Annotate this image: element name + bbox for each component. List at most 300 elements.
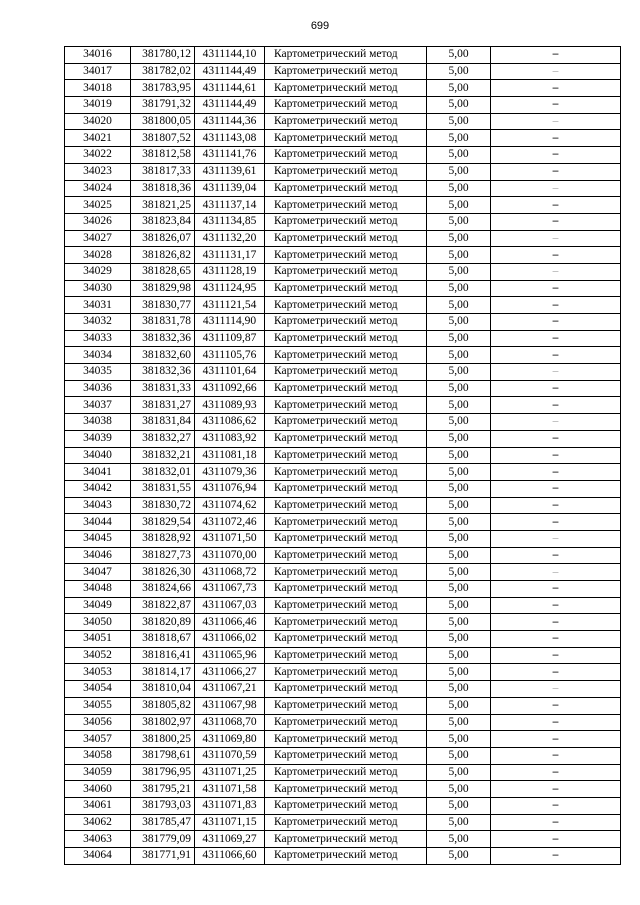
x-coordinate-cell: 381832,36 — [131, 330, 195, 347]
method-cell: Картометрический метод — [265, 213, 427, 230]
table-row — [65, 80, 621, 97]
table-row — [65, 130, 621, 147]
accuracy-cell: 5,00 — [427, 464, 491, 481]
x-coordinate-cell: 381814,17 — [131, 664, 195, 681]
note-cell: – — [491, 364, 621, 381]
note-cell: – — [491, 280, 621, 297]
table-row — [65, 831, 621, 848]
point-number-cell: 34048 — [65, 581, 131, 598]
x-coordinate-cell: 381830,77 — [131, 297, 195, 314]
method-cell: Картометрический метод — [265, 230, 427, 247]
method-cell: Картометрический метод — [265, 330, 427, 347]
method-cell: Картометрический метод — [265, 731, 427, 748]
method-cell: Картометрический метод — [265, 514, 427, 531]
note-cell: – — [491, 230, 621, 247]
x-coordinate-cell: 381818,67 — [131, 631, 195, 648]
method-cell: Картометрический метод — [265, 464, 427, 481]
method-cell: Картометрический метод — [265, 380, 427, 397]
x-coordinate-cell: 381782,02 — [131, 63, 195, 80]
accuracy-cell: 5,00 — [427, 814, 491, 831]
accuracy-cell: 5,00 — [427, 781, 491, 798]
accuracy-cell: 5,00 — [427, 797, 491, 814]
table-row — [65, 464, 621, 481]
method-cell: Картометрический метод — [265, 297, 427, 314]
coordinates-table — [64, 46, 621, 865]
accuracy-cell: 5,00 — [427, 163, 491, 180]
y-coordinate-cell: 4311071,50 — [195, 530, 265, 547]
accuracy-cell: 5,00 — [427, 731, 491, 748]
x-coordinate-cell: 381832,60 — [131, 347, 195, 364]
x-coordinate-cell: 381827,73 — [131, 547, 195, 564]
accuracy-cell: 5,00 — [427, 230, 491, 247]
x-coordinate-cell: 381830,72 — [131, 497, 195, 514]
method-cell: Картометрический метод — [265, 397, 427, 414]
x-coordinate-cell: 381805,82 — [131, 697, 195, 714]
note-cell: – — [491, 647, 621, 664]
table-row — [65, 280, 621, 297]
y-coordinate-cell: 4311089,93 — [195, 397, 265, 414]
note-cell: – — [491, 514, 621, 531]
table-row — [65, 113, 621, 130]
table-row — [65, 581, 621, 598]
table-row — [65, 230, 621, 247]
accuracy-cell: 5,00 — [427, 247, 491, 264]
accuracy-cell: 5,00 — [427, 197, 491, 214]
x-coordinate-cell: 381832,27 — [131, 430, 195, 447]
y-coordinate-cell: 4311076,94 — [195, 480, 265, 497]
note-cell: – — [491, 47, 621, 64]
method-cell: Картометрический метод — [265, 447, 427, 464]
accuracy-cell: 5,00 — [427, 297, 491, 314]
note-cell: – — [491, 297, 621, 314]
table-row — [65, 797, 621, 814]
y-coordinate-cell: 4311066,60 — [195, 848, 265, 865]
point-number-cell: 34030 — [65, 280, 131, 297]
point-number-cell: 34037 — [65, 397, 131, 414]
accuracy-cell: 5,00 — [427, 263, 491, 280]
x-coordinate-cell: 381810,04 — [131, 681, 195, 698]
point-number-cell: 34064 — [65, 848, 131, 865]
point-number-cell: 34033 — [65, 330, 131, 347]
x-coordinate-cell: 381816,41 — [131, 647, 195, 664]
method-cell: Картометрический метод — [265, 314, 427, 331]
table-row — [65, 731, 621, 748]
method-cell: Картометрический метод — [265, 647, 427, 664]
x-coordinate-cell: 381831,84 — [131, 414, 195, 431]
method-cell: Картометрический метод — [265, 681, 427, 698]
table-row — [65, 63, 621, 80]
method-cell: Картометрический метод — [265, 430, 427, 447]
note-cell: – — [491, 347, 621, 364]
table-row — [65, 530, 621, 547]
y-coordinate-cell: 4311139,04 — [195, 180, 265, 197]
accuracy-cell: 5,00 — [427, 380, 491, 397]
x-coordinate-cell: 381800,25 — [131, 731, 195, 748]
method-cell: Картометрический метод — [265, 831, 427, 848]
x-coordinate-cell: 381829,54 — [131, 514, 195, 531]
note-cell: – — [491, 213, 621, 230]
note-cell: – — [491, 330, 621, 347]
x-coordinate-cell: 381771,91 — [131, 848, 195, 865]
method-cell: Картометрический метод — [265, 848, 427, 865]
table-row — [65, 180, 621, 197]
x-coordinate-cell: 381802,97 — [131, 714, 195, 731]
y-coordinate-cell: 4311068,72 — [195, 564, 265, 581]
table-row — [65, 397, 621, 414]
note-cell: – — [491, 781, 621, 798]
y-coordinate-cell: 4311124,95 — [195, 280, 265, 297]
table-row — [65, 347, 621, 364]
x-coordinate-cell: 381821,25 — [131, 197, 195, 214]
y-coordinate-cell: 4311144,61 — [195, 80, 265, 97]
y-coordinate-cell: 4311067,03 — [195, 597, 265, 614]
y-coordinate-cell: 4311141,76 — [195, 147, 265, 164]
point-number-cell: 34020 — [65, 113, 131, 130]
accuracy-cell: 5,00 — [427, 848, 491, 865]
x-coordinate-cell: 381826,82 — [131, 247, 195, 264]
note-cell: – — [491, 497, 621, 514]
method-cell: Картометрический метод — [265, 497, 427, 514]
note-cell: – — [491, 664, 621, 681]
table-row — [65, 263, 621, 280]
method-cell: Картометрический метод — [265, 581, 427, 598]
y-coordinate-cell: 4311074,62 — [195, 497, 265, 514]
note-cell: – — [491, 480, 621, 497]
table-row — [65, 781, 621, 798]
method-cell: Картометрический метод — [265, 247, 427, 264]
point-number-cell: 34047 — [65, 564, 131, 581]
y-coordinate-cell: 4311083,92 — [195, 430, 265, 447]
accuracy-cell: 5,00 — [427, 697, 491, 714]
point-number-cell: 34034 — [65, 347, 131, 364]
note-cell: – — [491, 530, 621, 547]
method-cell: Картометрический метод — [265, 547, 427, 564]
accuracy-cell: 5,00 — [427, 747, 491, 764]
x-coordinate-cell: 381820,89 — [131, 614, 195, 631]
accuracy-cell: 5,00 — [427, 97, 491, 114]
note-cell: – — [491, 163, 621, 180]
table-row — [65, 314, 621, 331]
method-cell: Картометрический метод — [265, 597, 427, 614]
table-row — [65, 848, 621, 865]
point-number-cell: 34051 — [65, 631, 131, 648]
y-coordinate-cell: 4311071,58 — [195, 781, 265, 798]
y-coordinate-cell: 4311134,85 — [195, 213, 265, 230]
x-coordinate-cell: 381783,95 — [131, 80, 195, 97]
point-number-cell: 34059 — [65, 764, 131, 781]
note-cell: – — [491, 414, 621, 431]
method-cell: Картометрический метод — [265, 364, 427, 381]
accuracy-cell: 5,00 — [427, 530, 491, 547]
table-row — [65, 614, 621, 631]
accuracy-cell: 5,00 — [427, 80, 491, 97]
note-cell: – — [491, 597, 621, 614]
x-coordinate-cell: 381812,58 — [131, 147, 195, 164]
note-cell: – — [491, 747, 621, 764]
note-cell: – — [491, 547, 621, 564]
y-coordinate-cell: 4311144,36 — [195, 113, 265, 130]
accuracy-cell: 5,00 — [427, 647, 491, 664]
point-number-cell: 34017 — [65, 63, 131, 80]
y-coordinate-cell: 4311092,66 — [195, 380, 265, 397]
x-coordinate-cell: 381826,07 — [131, 230, 195, 247]
note-cell: – — [491, 263, 621, 280]
point-number-cell: 34045 — [65, 530, 131, 547]
accuracy-cell: 5,00 — [427, 480, 491, 497]
note-cell: – — [491, 848, 621, 865]
table-row — [65, 47, 621, 64]
accuracy-cell: 5,00 — [427, 514, 491, 531]
table-row — [65, 697, 621, 714]
x-coordinate-cell: 381828,92 — [131, 530, 195, 547]
note-cell: – — [491, 564, 621, 581]
method-cell: Картометрический метод — [265, 614, 427, 631]
method-cell: Картометрический метод — [265, 814, 427, 831]
y-coordinate-cell: 4311114,90 — [195, 314, 265, 331]
method-cell: Картометрический метод — [265, 147, 427, 164]
table-row — [65, 664, 621, 681]
note-cell: – — [491, 197, 621, 214]
note-cell: – — [491, 247, 621, 264]
point-number-cell: 34061 — [65, 797, 131, 814]
note-cell: – — [491, 681, 621, 698]
note-cell: – — [491, 113, 621, 130]
point-number-cell: 34050 — [65, 614, 131, 631]
x-coordinate-cell: 381791,32 — [131, 97, 195, 114]
method-cell: Картометрический метод — [265, 664, 427, 681]
point-number-cell: 34025 — [65, 197, 131, 214]
note-cell: – — [491, 831, 621, 848]
note-cell: – — [491, 697, 621, 714]
y-coordinate-cell: 4311071,25 — [195, 764, 265, 781]
y-coordinate-cell: 4311072,46 — [195, 514, 265, 531]
y-coordinate-cell: 4311144,10 — [195, 47, 265, 64]
accuracy-cell: 5,00 — [427, 581, 491, 598]
point-number-cell: 34021 — [65, 130, 131, 147]
x-coordinate-cell: 381824,66 — [131, 581, 195, 598]
point-number-cell: 34032 — [65, 314, 131, 331]
x-coordinate-cell: 381800,05 — [131, 113, 195, 130]
point-number-cell: 34052 — [65, 647, 131, 664]
accuracy-cell: 5,00 — [427, 430, 491, 447]
accuracy-cell: 5,00 — [427, 147, 491, 164]
table-row — [65, 647, 621, 664]
table-row — [65, 597, 621, 614]
method-cell: Картометрический метод — [265, 180, 427, 197]
method-cell: Картометрический метод — [265, 480, 427, 497]
note-cell: – — [491, 731, 621, 748]
table-row — [65, 147, 621, 164]
note-cell: – — [491, 180, 621, 197]
table-row — [65, 447, 621, 464]
method-cell: Картометрический метод — [265, 530, 427, 547]
table-row — [65, 330, 621, 347]
table-row — [65, 163, 621, 180]
x-coordinate-cell: 381798,61 — [131, 747, 195, 764]
accuracy-cell: 5,00 — [427, 180, 491, 197]
accuracy-cell: 5,00 — [427, 631, 491, 648]
x-coordinate-cell: 381785,47 — [131, 814, 195, 831]
y-coordinate-cell: 4311065,96 — [195, 647, 265, 664]
accuracy-cell: 5,00 — [427, 414, 491, 431]
method-cell: Картометрический метод — [265, 163, 427, 180]
point-number-cell: 34055 — [65, 697, 131, 714]
note-cell: – — [491, 814, 621, 831]
y-coordinate-cell: 4311139,61 — [195, 163, 265, 180]
y-coordinate-cell: 4311071,83 — [195, 797, 265, 814]
table-row — [65, 764, 621, 781]
point-number-cell: 34019 — [65, 97, 131, 114]
method-cell: Картометрический метод — [265, 747, 427, 764]
note-cell: – — [491, 147, 621, 164]
note-cell: – — [491, 380, 621, 397]
x-coordinate-cell: 381822,87 — [131, 597, 195, 614]
point-number-cell: 34038 — [65, 414, 131, 431]
accuracy-cell: 5,00 — [427, 347, 491, 364]
method-cell: Картометрический метод — [265, 130, 427, 147]
note-cell: – — [491, 631, 621, 648]
accuracy-cell: 5,00 — [427, 664, 491, 681]
point-number-cell: 34054 — [65, 681, 131, 698]
point-number-cell: 34046 — [65, 547, 131, 564]
point-number-cell: 34023 — [65, 163, 131, 180]
point-number-cell: 34062 — [65, 814, 131, 831]
note-cell: – — [491, 447, 621, 464]
x-coordinate-cell: 381832,01 — [131, 464, 195, 481]
accuracy-cell: 5,00 — [427, 364, 491, 381]
table-row — [65, 247, 621, 264]
y-coordinate-cell: 4311121,54 — [195, 297, 265, 314]
method-cell: Картометрический метод — [265, 564, 427, 581]
accuracy-cell: 5,00 — [427, 397, 491, 414]
method-cell: Картометрический метод — [265, 197, 427, 214]
point-number-cell: 34043 — [65, 497, 131, 514]
point-number-cell: 34016 — [65, 47, 131, 64]
y-coordinate-cell: 4311067,21 — [195, 681, 265, 698]
table-row — [65, 714, 621, 731]
y-coordinate-cell: 4311066,02 — [195, 631, 265, 648]
y-coordinate-cell: 4311144,49 — [195, 97, 265, 114]
method-cell: Картометрический метод — [265, 47, 427, 64]
table-row — [65, 364, 621, 381]
note-cell: – — [491, 97, 621, 114]
table-row — [65, 414, 621, 431]
y-coordinate-cell: 4311144,49 — [195, 63, 265, 80]
note-cell: – — [491, 714, 621, 731]
y-coordinate-cell: 4311109,87 — [195, 330, 265, 347]
y-coordinate-cell: 4311079,36 — [195, 464, 265, 481]
coordinates-table-body — [65, 47, 621, 865]
note-cell: – — [491, 614, 621, 631]
note-cell: – — [491, 797, 621, 814]
accuracy-cell: 5,00 — [427, 113, 491, 130]
y-coordinate-cell: 4311066,46 — [195, 614, 265, 631]
accuracy-cell: 5,00 — [427, 764, 491, 781]
accuracy-cell: 5,00 — [427, 213, 491, 230]
table-row — [65, 430, 621, 447]
accuracy-cell: 5,00 — [427, 447, 491, 464]
method-cell: Картометрический метод — [265, 797, 427, 814]
table-row — [65, 213, 621, 230]
y-coordinate-cell: 4311071,15 — [195, 814, 265, 831]
x-coordinate-cell: 381828,65 — [131, 263, 195, 280]
x-coordinate-cell: 381823,84 — [131, 213, 195, 230]
table-row — [65, 631, 621, 648]
table-row — [65, 380, 621, 397]
accuracy-cell: 5,00 — [427, 681, 491, 698]
note-cell: – — [491, 314, 621, 331]
method-cell: Картометрический метод — [265, 113, 427, 130]
y-coordinate-cell: 4311143,08 — [195, 130, 265, 147]
table-row — [65, 747, 621, 764]
method-cell: Картометрический метод — [265, 80, 427, 97]
method-cell: Картометрический метод — [265, 631, 427, 648]
y-coordinate-cell: 4311081,18 — [195, 447, 265, 464]
x-coordinate-cell: 381807,52 — [131, 130, 195, 147]
method-cell: Картометрический метод — [265, 97, 427, 114]
table-row — [65, 547, 621, 564]
point-number-cell: 34022 — [65, 147, 131, 164]
method-cell: Картометрический метод — [265, 63, 427, 80]
y-coordinate-cell: 4311137,14 — [195, 197, 265, 214]
method-cell: Картометрический метод — [265, 263, 427, 280]
accuracy-cell: 5,00 — [427, 597, 491, 614]
method-cell: Картометрический метод — [265, 347, 427, 364]
x-coordinate-cell: 381795,21 — [131, 781, 195, 798]
note-cell: – — [491, 464, 621, 481]
note-cell: – — [491, 63, 621, 80]
point-number-cell: 34060 — [65, 781, 131, 798]
x-coordinate-cell: 381796,95 — [131, 764, 195, 781]
accuracy-cell: 5,00 — [427, 614, 491, 631]
y-coordinate-cell: 4311128,19 — [195, 263, 265, 280]
table-row — [65, 681, 621, 698]
point-number-cell: 34042 — [65, 480, 131, 497]
note-cell: – — [491, 764, 621, 781]
table-row — [65, 97, 621, 114]
point-number-cell: 34039 — [65, 430, 131, 447]
point-number-cell: 34053 — [65, 664, 131, 681]
method-cell: Картометрический метод — [265, 280, 427, 297]
x-coordinate-cell: 381831,33 — [131, 380, 195, 397]
point-number-cell: 34058 — [65, 747, 131, 764]
note-cell: – — [491, 397, 621, 414]
x-coordinate-cell: 381780,12 — [131, 47, 195, 64]
y-coordinate-cell: 4311132,20 — [195, 230, 265, 247]
accuracy-cell: 5,00 — [427, 714, 491, 731]
point-number-cell: 34049 — [65, 597, 131, 614]
page-number: 699 — [310, 20, 330, 32]
point-number-cell: 34027 — [65, 230, 131, 247]
point-number-cell: 34035 — [65, 364, 131, 381]
x-coordinate-cell: 381831,55 — [131, 480, 195, 497]
y-coordinate-cell: 4311105,76 — [195, 347, 265, 364]
table-row — [65, 480, 621, 497]
point-number-cell: 34036 — [65, 380, 131, 397]
y-coordinate-cell: 4311070,00 — [195, 547, 265, 564]
point-number-cell: 34031 — [65, 297, 131, 314]
method-cell: Картометрический метод — [265, 414, 427, 431]
table-row — [65, 197, 621, 214]
note-cell: – — [491, 80, 621, 97]
method-cell: Картометрический метод — [265, 781, 427, 798]
accuracy-cell: 5,00 — [427, 831, 491, 848]
point-number-cell: 34040 — [65, 447, 131, 464]
y-coordinate-cell: 4311066,27 — [195, 664, 265, 681]
y-coordinate-cell: 4311067,98 — [195, 697, 265, 714]
y-coordinate-cell: 4311101,64 — [195, 364, 265, 381]
method-cell: Картометрический метод — [265, 764, 427, 781]
